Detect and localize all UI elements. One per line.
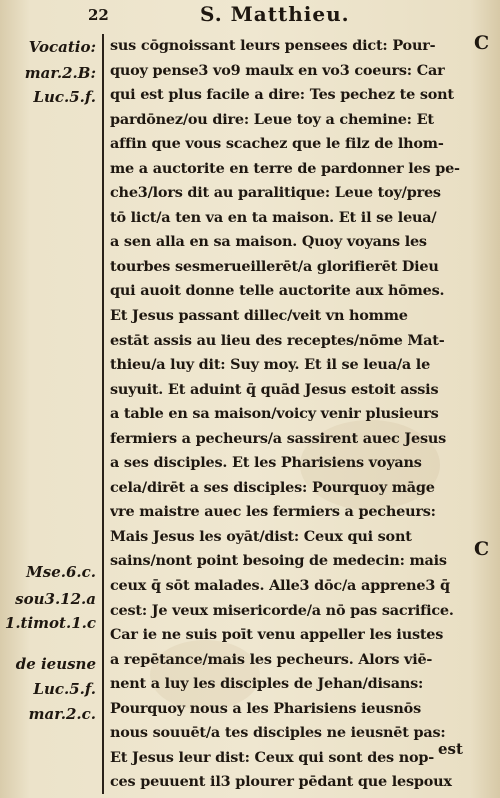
margin-note: Mse.6.c. [26, 563, 96, 581]
margin-note: 1.timot.1.c [4, 614, 96, 632]
catchword: est [438, 740, 463, 758]
text-line: cest: Je veux misericorde/a nō pas sacrifice. [110, 601, 454, 619]
text-line: a table en sa maison/voicy venir plusieurs [110, 405, 439, 423]
text-line: estāt assis au lieu des receptes/nōme Mat- [110, 331, 445, 349]
paragraph-mark: C [474, 538, 490, 560]
text-line: tourbes sesmerueillerēt/a glorifierēt Dieu [110, 257, 439, 275]
text-line: thieu/a luy dit: Suy moy. Et il se leua/a le [110, 356, 431, 374]
page-number: 22 [88, 6, 109, 24]
text-line: affin que vous scachez que le filz de lhom- [110, 135, 444, 153]
margin-note: Vocatio: [28, 38, 96, 56]
margin-note: Luc.5.f. [33, 680, 96, 698]
text-line: me a auctorite en terre de pardonner les pe- [110, 159, 460, 177]
margin-note: de ieusne [15, 655, 96, 673]
margin-note: mar.2.B: [24, 64, 96, 82]
text-line: Et Jesus leur dist: Ceux qui sont des nop- [110, 748, 435, 766]
text-line: a sen alla en sa maison. Quoy voyans les [110, 233, 427, 251]
text-line: suyuit. Et aduint q̄ quād Jesus estoit assis [110, 380, 439, 398]
text-line: ces peuuent il3 plourer pēdant que lespoux [110, 773, 452, 791]
paragraph-mark: C [474, 32, 490, 54]
text-line: qui auoit donne telle auctorite aux hōmes. [110, 282, 445, 300]
text-line: Et Jesus passant dillec/veit vn homme [110, 307, 408, 325]
text-line: qui est plus facile a dire: Tes pechez te sont [110, 86, 454, 104]
text-line: a ses disciples. Et les Pharisiens voyans [110, 454, 422, 472]
text-line: nent a luy les disciples de Jehan/disans: [110, 675, 424, 693]
text-line: Mais Jesus les oyāt/dist: Ceux qui sont [110, 527, 412, 545]
text-line: tō lict/a ten va en ta maison. Et il se leua/ [110, 208, 437, 226]
text-line: quoy pense3 vo9 maulx en vo3 coeurs: Car [110, 61, 445, 79]
text-line: che3/lors dit au paralitique: Leue toy/pres [110, 184, 441, 202]
text-line: Pourquoy nous a les Pharisiens ieusnōs [110, 699, 421, 717]
margin-note: Luc.5.f. [33, 88, 96, 106]
running-head: S. Matthieu. [200, 2, 350, 26]
text-line: pardōnez/ou dire: Leue toy a chemine: Et [110, 110, 434, 128]
text-line: sus cōgnoissant leurs pensees dict: Pour- [110, 37, 436, 54]
text-line: sains/nont point besoing de medecin: mais [110, 552, 447, 570]
text-line: vre maistre auec les fermiers a pecheurs: [110, 503, 436, 521]
margin-note: mar.2.c. [28, 705, 96, 723]
text-line: cela/dirēt a ses disciples: Pourquoy māge [110, 478, 435, 496]
column-rule [102, 34, 104, 794]
body-text [110, 34, 466, 795]
text-line: nous souuēt/a tes disciples ne ieusnēt pas: [110, 724, 446, 742]
text-line: ceux q̄ sōt malades. Alle3 dōc/a apprene3 q̄ [110, 577, 450, 595]
margin-note: sou3.12.a [15, 590, 96, 608]
text-line: fermiers a pecheurs/a sassirent auec Jesus [110, 429, 447, 447]
text-line: a repētance/mais les pecheurs. Alors viē- [110, 650, 433, 668]
text-line: Car ie ne suis poīt venu appeller les iustes [110, 626, 444, 644]
margin-notes [0, 0, 104, 798]
